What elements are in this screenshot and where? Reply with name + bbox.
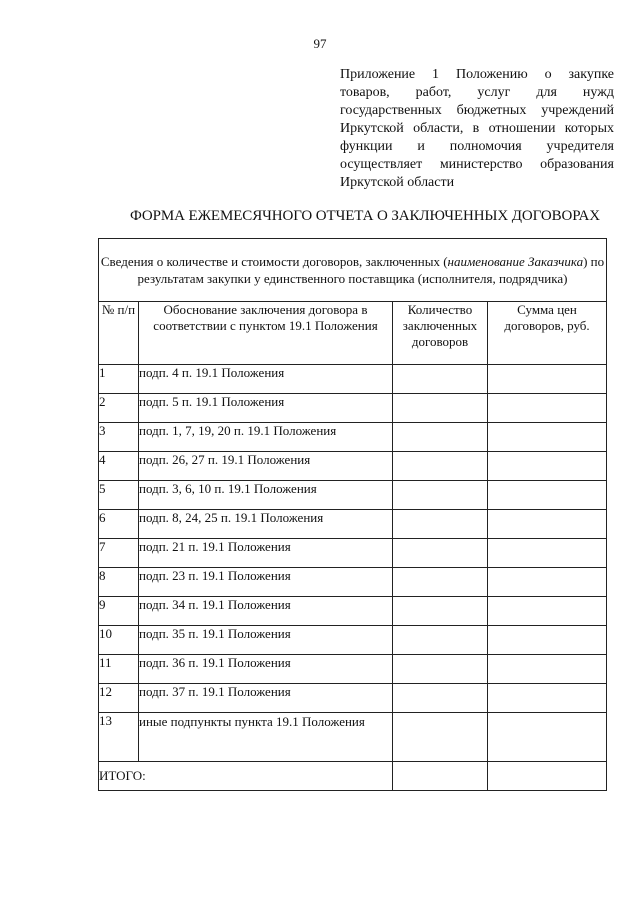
row-count-cell bbox=[393, 713, 488, 762]
row-count-cell bbox=[393, 452, 488, 481]
row-sum-cell bbox=[488, 655, 607, 684]
total-sum-cell bbox=[488, 762, 607, 791]
row-count-cell bbox=[393, 626, 488, 655]
row-sum-cell bbox=[488, 684, 607, 713]
row-count-cell bbox=[393, 481, 488, 510]
header-count: Количество заключенных договоров bbox=[393, 302, 488, 365]
row-basis: подп. 26, 27 п. 19.1 Положения bbox=[139, 452, 393, 481]
total-label: ИТОГО: bbox=[99, 762, 393, 791]
row-basis: подп. 3, 6, 10 п. 19.1 Положения bbox=[139, 481, 393, 510]
row-basis: подп. 4 п. 19.1 Положения bbox=[139, 365, 393, 394]
row-basis: подп. 36 п. 19.1 Положения bbox=[139, 655, 393, 684]
table-row bbox=[99, 394, 607, 423]
caption-customer-placeholder: наименование Заказчика bbox=[447, 254, 584, 269]
row-number: 12 bbox=[99, 684, 139, 713]
row-count-cell bbox=[393, 365, 488, 394]
row-number: 9 bbox=[99, 597, 139, 626]
header-number: № п/п bbox=[99, 302, 139, 365]
row-count-cell bbox=[393, 423, 488, 452]
table-row bbox=[99, 452, 607, 481]
row-number: 2 bbox=[99, 394, 139, 423]
row-basis: иные подпункты пункта 19.1 Положения bbox=[139, 713, 393, 762]
row-sum-cell bbox=[488, 365, 607, 394]
row-number: 3 bbox=[99, 423, 139, 452]
row-count-cell bbox=[393, 568, 488, 597]
appendix-line: государственных бюджетных учреждений bbox=[340, 103, 614, 118]
row-number: 5 bbox=[99, 481, 139, 510]
appendix-line: Приложение 1 Положению о закупке bbox=[340, 67, 614, 82]
table-row bbox=[99, 684, 607, 713]
table-row bbox=[99, 510, 607, 539]
row-sum-cell bbox=[488, 539, 607, 568]
row-number: 1 bbox=[99, 365, 139, 394]
row-basis: подп. 1, 7, 19, 20 п. 19.1 Положения bbox=[139, 423, 393, 452]
header-sum: Сумма цен договоров, руб. bbox=[488, 302, 607, 365]
row-count-cell bbox=[393, 597, 488, 626]
row-sum-cell bbox=[488, 597, 607, 626]
page-number: 97 bbox=[313, 36, 327, 51]
table-row bbox=[99, 713, 607, 762]
row-basis: подп. 37 п. 19.1 Положения bbox=[139, 684, 393, 713]
table-row bbox=[99, 626, 607, 655]
table-row bbox=[99, 481, 607, 510]
table-row bbox=[99, 423, 607, 452]
caption-start: Сведения о количестве и стоимости договоров, заключенных ( bbox=[100, 254, 448, 269]
row-number: 13 bbox=[99, 713, 139, 762]
row-sum-cell bbox=[488, 713, 607, 762]
row-count-cell bbox=[393, 655, 488, 684]
row-sum-cell bbox=[488, 481, 607, 510]
row-basis: подп. 35 п. 19.1 Положения bbox=[139, 626, 393, 655]
table-row bbox=[99, 365, 607, 394]
form-title: ФОРМА ЕЖЕМЕСЯЧНОГО ОТЧЕТА О ЗАКЛЮЧЕННЫХ ДОГОВОРАХ bbox=[130, 208, 601, 224]
row-sum-cell bbox=[488, 510, 607, 539]
table-header-row bbox=[99, 302, 607, 365]
row-count-cell bbox=[393, 510, 488, 539]
row-number: 7 bbox=[99, 539, 139, 568]
caption-end: ) по результатам закупки у единственного поставщика (исполнителя, подрядчика) bbox=[137, 254, 605, 286]
table-row bbox=[99, 655, 607, 684]
appendix-line: товаров, работ, услуг для нужд bbox=[340, 85, 614, 100]
row-count-cell bbox=[393, 394, 488, 423]
table-row bbox=[99, 568, 607, 597]
row-basis: подп. 21 п. 19.1 Положения bbox=[139, 539, 393, 568]
row-sum-cell bbox=[488, 423, 607, 452]
table-caption-row bbox=[99, 239, 607, 302]
row-count-cell bbox=[393, 684, 488, 713]
table-row bbox=[99, 539, 607, 568]
row-basis: подп. 23 п. 19.1 Положения bbox=[139, 568, 393, 597]
row-number: 10 bbox=[99, 626, 139, 655]
row-sum-cell bbox=[488, 452, 607, 481]
total-row bbox=[99, 762, 607, 791]
row-number: 8 bbox=[99, 568, 139, 597]
table-caption bbox=[99, 239, 607, 302]
row-count-cell bbox=[393, 539, 488, 568]
row-number: 11 bbox=[99, 655, 139, 684]
table-row bbox=[99, 597, 607, 626]
row-basis: подп. 5 п. 19.1 Положения bbox=[139, 394, 393, 423]
appendix-line: осуществляет министерство образования bbox=[340, 157, 614, 172]
row-sum-cell bbox=[488, 394, 607, 423]
appendix-line: функции и полномочия учредителя bbox=[340, 139, 614, 154]
row-sum-cell bbox=[488, 626, 607, 655]
appendix-line: Иркутской области bbox=[340, 175, 455, 190]
row-sum-cell bbox=[488, 568, 607, 597]
appendix-note bbox=[340, 66, 614, 192]
appendix-line: Иркутской области, в отношении которых bbox=[340, 121, 614, 136]
total-count-cell bbox=[393, 762, 488, 791]
report-table bbox=[98, 238, 607, 791]
row-number: 4 bbox=[99, 452, 139, 481]
row-basis: подп. 8, 24, 25 п. 19.1 Положения bbox=[139, 510, 393, 539]
row-number: 6 bbox=[99, 510, 139, 539]
header-basis: Обоснование заключения договора в соответствии с пунктом 19.1 Положения bbox=[139, 302, 393, 365]
row-basis: подп. 34 п. 19.1 Положения bbox=[139, 597, 393, 626]
